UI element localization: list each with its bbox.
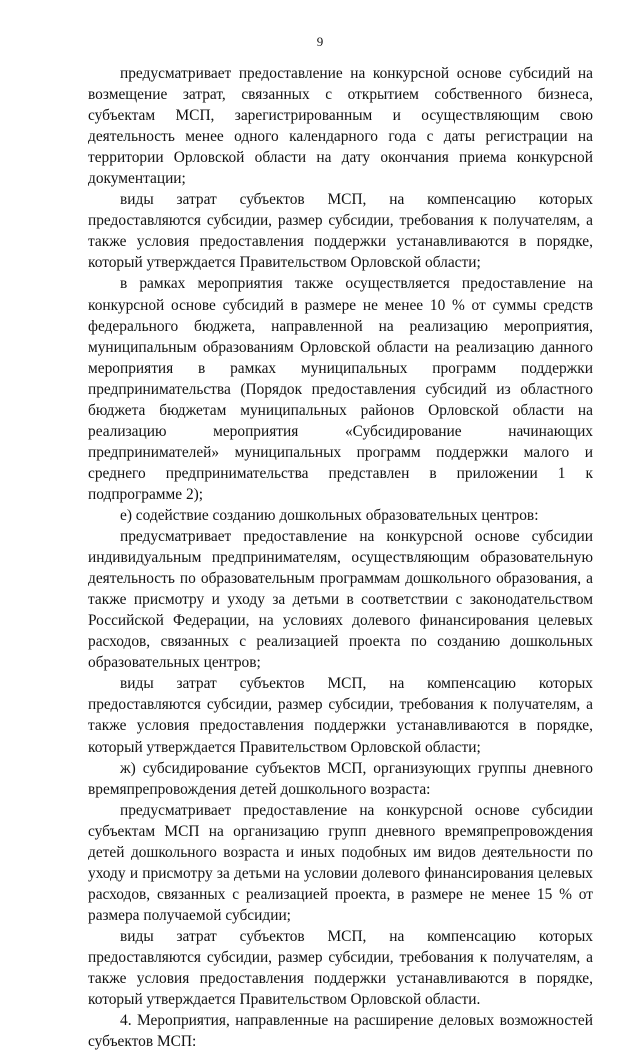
paragraph: виды затрат субъектов МСП, на компенсацию которых предоставляются субсидии, размер субсидии, требования к получателям, а также условия предоставления поддержки устанавливаются в порядке, который утверждается Правительством Орловской области; — [88, 675, 593, 756]
paragraph: виды затрат субъектов МСП, на компенсацию которых предоставляются субсидии, размер субсидии, требования к получателям, а также условия предоставления поддержки устанавливаются в порядке, который утверждается Правительством Орловской области; — [88, 191, 593, 272]
paragraph: предусматривает предоставление на конкурсной основе субсидии субъектам МСП на организацию групп дневного времяпрепровождения детей дошкольного возраста и иных подобных им видов деятельности по уходу и присмотру за детьми на условии долевого финансирования целевых расходов, связанных с реализацией проекта, в размере не менее 15 % от размера получаемой субсидии; — [88, 801, 593, 924]
paragraph: виды затрат субъектов МСП, на компенсацию которых предоставляются субсидии, размер субсидии, требования к получателям, а также условия предоставления поддержки устанавливаются в порядке, который утверждается Правительством Орловской области. — [88, 927, 593, 1009]
paragraph: предусматривает предоставление на конкурсной основе субсидий на возмещение затрат, связанных с открытием собственного бизнеса, субъектам МСП, зарегистрированным и осуществляющим свою деятельность менее одного календарного года с даты регистрации на территории Орловской области на дату окончания приема конкурсной документации; — [88, 65, 593, 188]
document-body — [88, 63, 593, 1052]
paragraph: предусматривает предоставление на конкурсной основе субсидии индивидуальным предпринимателям, осуществляющим образовательную деятельность по образовательным программам дошкольного образования, а также присмотру и уходу за детьми в соответствии с законодательством Российской Федерации, на условиях долевого финансирования целевых расходов, связанных с реализацией проекта по созданию дошкольных образовательных центров; — [88, 528, 593, 672]
paragraph: 4. Мероприятия, направленные на расширение деловых возможностей субъектов МСП: — [88, 1012, 593, 1051]
paragraph: е) содействие созданию дошкольных образовательных центров: — [120, 506, 539, 524]
page-number: 9 — [316, 34, 324, 49]
paragraph: в рамках мероприятия также осуществляется предоставление на конкурсной основе субсидий в размере не менее 10 % от суммы средств федерального бюджета, направленной на реализацию мероприятия, муниципальным образованиям Орловской области на реализацию данного мероприятия в рамках муниципальных программ поддержки предпринимательства (Порядок предоставления субсидий из областного бюджета бюджетам муниципальных районов Орловской области на реализацию мероприятия «Субсидирование начинающих предпринимателей» муниципальных программ поддержки малого и среднего предпринимательства представлен в приложении 1 к подпрограмме 2); — [88, 275, 593, 503]
paragraph: ж) субсидирование субъектов МСП, организующих группы дневного времяпрепровождения детей дошкольного возраста: — [88, 759, 593, 798]
